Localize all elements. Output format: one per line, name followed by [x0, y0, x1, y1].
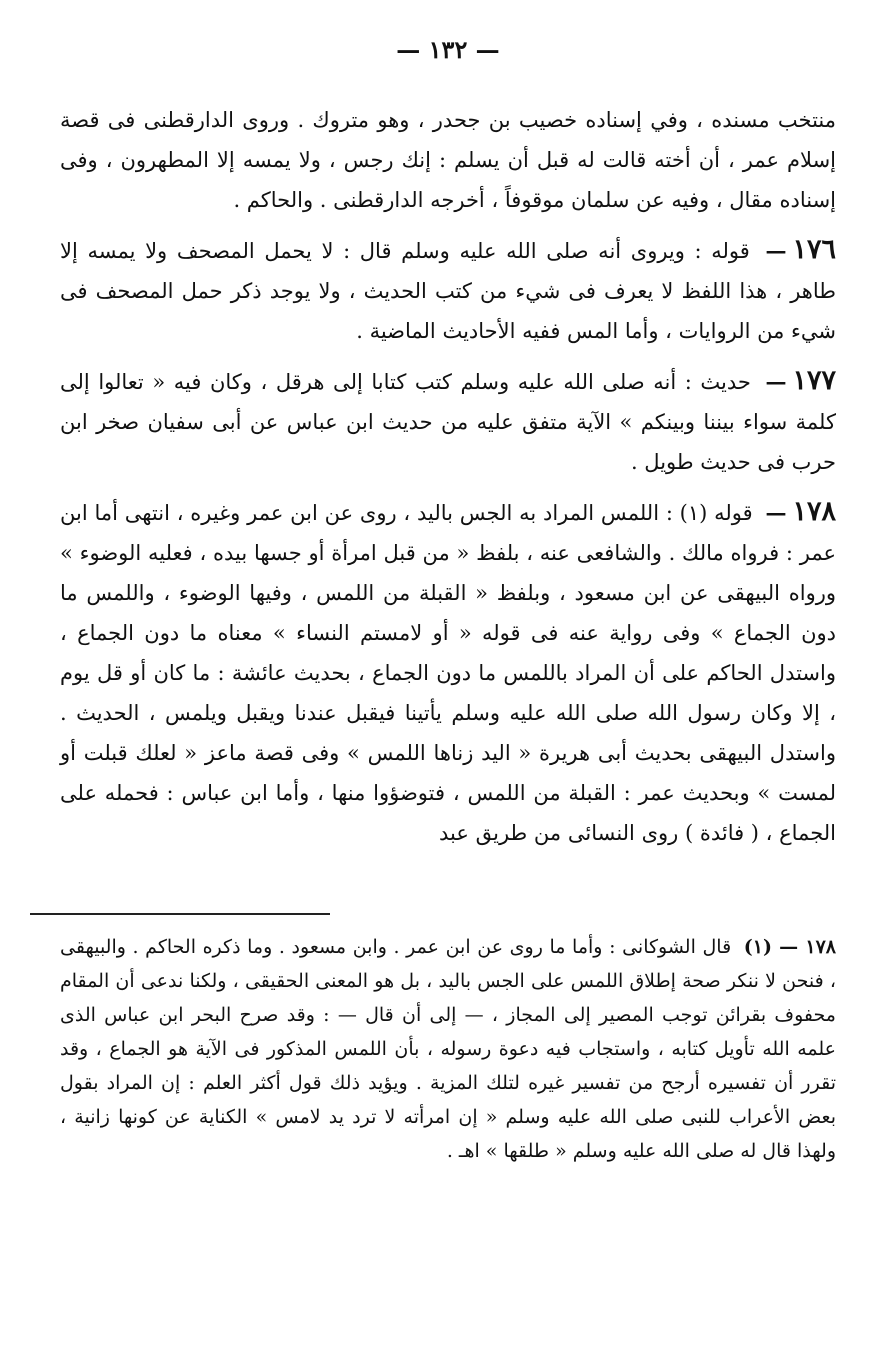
paragraph-continuation — [60, 100, 836, 220]
paragraph-176 — [60, 230, 836, 351]
entry-dash: — — [765, 369, 787, 394]
entry-number: ١٧٧ — [792, 365, 836, 396]
paragraph-text: قوله (١) : اللمس المراد به الجس باليد ، روى عن ابن عمر وغيره ، انتهى أما ابن عمر : فرواه مالك . والشافعى عنه ، بلفظ « من قبل امرأة أو جسها بيده ، فعليه الوضوء » ورواه البيهقى عن ابن مسعود ، وبلفظ « القبلة من اللمس ، وفيها الوضوء ، واللمس ما دون الجماع » وفى رواية عنه فى قوله « أو لامستم النساء » معناه ما دون الجماع ، واستدل الحاكم على أن المراد باللمس ما دون الجماع ، بحديث عائشة : ما كان أو قل يوم ، إلا وكان رسول الله صلى الله عليه وسلم يأتينا فيقبل عندنا ويقبل ويلمس ، الحديث . واستدل البيهقى بحديث أبى هريرة « اليد زناها اللمس » وفى قصة ماعز « لعلك قبلت أو لمست » وبحديث عمر : القبلة من اللمس ، فتوضؤوا منها ، وأما ابن عباس : فحمله على الجماع ، ( فائدة ) روى النسائى من طريق عبد — [60, 501, 836, 845]
entry-dash: — — [765, 238, 787, 263]
footnote-separator — [30, 913, 330, 915]
paragraph-text: قوله : ويروى أنه صلى الله عليه وسلم قال : لا يحمل المصحف ولا يمسه إلا طاهر ، هذا اللفظ لا يعرف فى شيء من كتب الحديث ، ولا يوجد ذكر حمل المصحف فى شيء من الروايات ، وأما المس ففيه الأحاديث الماضية . — [60, 239, 836, 343]
paragraph-178 — [60, 492, 836, 853]
paragraph-text: حديث : أنه صلى الله عليه وسلم كتب كتابا إلى هرقل ، وكان فيه « تعالوا إلى كلمة سواء بيننا وبينكم » الآية متفق عليه من حديث ابن عباس عن أبى سفيان صخر ابن حرب فى حديث طويل . — [60, 370, 836, 474]
footnotes — [60, 930, 836, 1168]
footnote-178-1 — [60, 930, 836, 1168]
paragraph-177 — [60, 361, 836, 482]
entry-number: ١٧٨ — [792, 496, 836, 527]
page-body — [60, 30, 836, 863]
page-number: — ١٣٢ — — [396, 35, 500, 64]
paragraph-text: منتخب مسنده ، وفي إسناده خصيب بن جحدر ، وهو متروك . وروى الدارقطنى فى قصة إسلام عمر ، أن أخته قالت له قبل أن يسلم : إنك رجس ، ولا يمسه إلا المطهرون ، وفى إسناده مقال ، وفيه عن سلمان موقوفاً ، أخرجه الدارقطنى . والحاكم . — [60, 108, 836, 212]
footnote-text: قال الشوكانى : وأما ما روى عن ابن عمر . وابن مسعود . وما ذكره الحاكم . والبيهقى ، فنحن لا ننكر صحة إطلاق اللمس على الجس باليد ، بل هو المعنى الحقيقى ، ولكنا ندعى أن المقام محفوف بقرائن توجب المصير إلى المجاز ، — إلى أن قال — : وقد صرح البحر ابن عباس الذى علمه الله تأويل كتابه ، واستجاب فيه دعوة رسوله ، بأن اللمس المذكور فى الآية هو الجماع ، وقد تقرر أن تفسيره أرجح من تفسير غيره لتلك المزية . ويؤيد ذلك قول أكثر العلم : إن المراد بقول بعض الأعراب للنبى صلى الله عليه وسلم « إن امرأته لا ترد يد لامس » الكناية عن كونها زانية ، ولهذا قال له صلى الله عليه وسلم « طلقها » اهـ . — [60, 936, 836, 1162]
entry-number: ١٧٦ — [792, 234, 836, 265]
footnote-number: ١٧٨ — (١) — [743, 936, 836, 958]
entry-dash: — — [765, 500, 787, 525]
